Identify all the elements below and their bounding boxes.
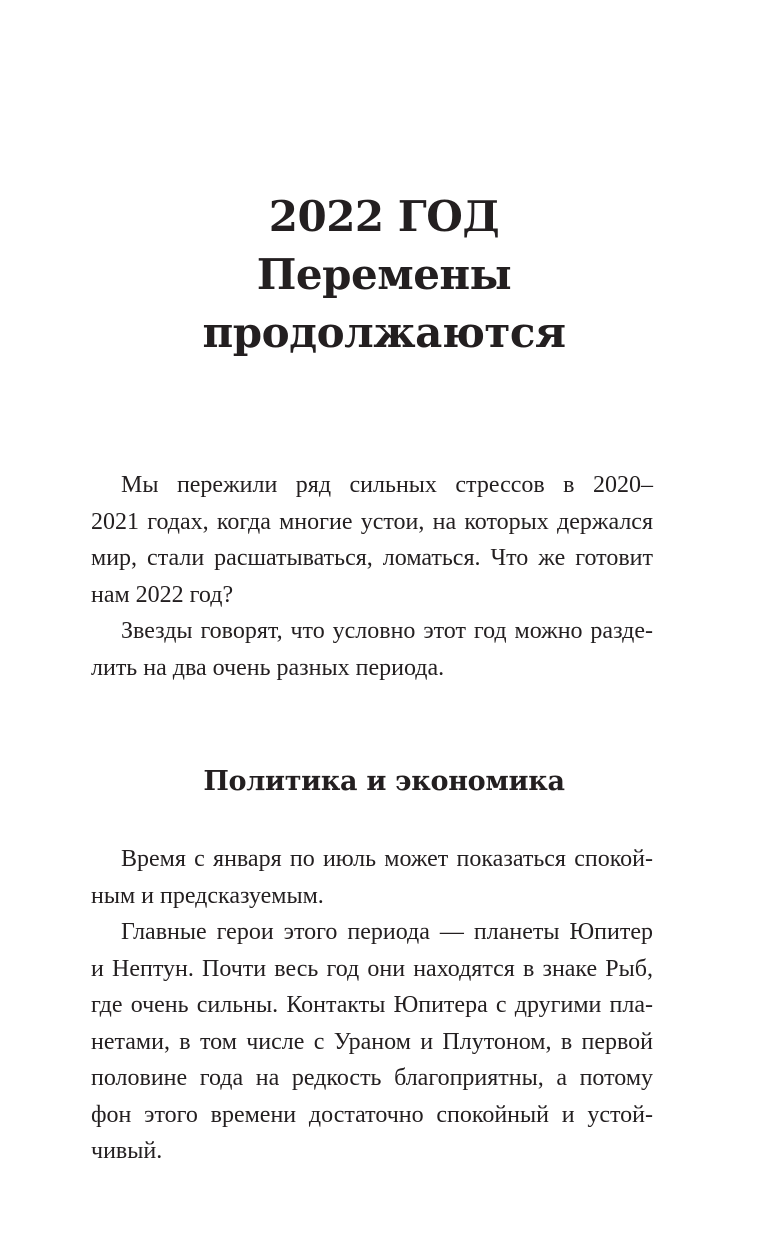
text-line: половине года на редкость благоприятны, а потому [91, 1065, 653, 1091]
text-line: фон этого времени достаточно спокойный и устой- [91, 1101, 653, 1128]
section-text [91, 841, 653, 1170]
text-line: ным и предсказуемым. [91, 882, 324, 909]
section-paragraph-1 [91, 841, 653, 914]
intro-paragraph-1 [91, 467, 653, 613]
text-line: нетами, в том числе с Ураном и Плутоном, в первой [91, 1028, 653, 1055]
text-line: Звезды говорят, что условно этот год можно разде- [121, 618, 653, 644]
chapter-title-line-2: Перемены [256, 250, 512, 299]
section-heading: Политика и экономика [203, 766, 565, 797]
section-paragraph-2 [91, 914, 653, 1170]
text-line: Мы пережили ряд сильных стрессов в 2020– [121, 472, 653, 498]
text-line: чивый. [91, 1138, 163, 1164]
intro-text [91, 467, 653, 686]
text-line: Главные герои этого периода — планеты Юпитер [121, 919, 653, 945]
intro-paragraph-2 [91, 613, 653, 686]
chapter-title-line-3: продолжаются [202, 308, 566, 357]
text-line: мир, стали расшатываться, ломаться. Что же готовит [91, 545, 653, 571]
text-line: Время с января по июль может показаться спокой- [121, 846, 653, 872]
text-line: и Нептун. Почти весь год они находятся в знаке Рыб, [91, 955, 653, 982]
text-line: лить на два очень разных периода. [91, 654, 445, 681]
text-line: нам 2022 год? [91, 581, 234, 608]
text-line: где очень сильны. Контакты Юпитера с другими пла- [91, 992, 653, 1018]
text-line: 2021 годах, когда многие устои, на которых держался [91, 508, 653, 535]
chapter-title [0, 188, 768, 362]
chapter-title-line-1: 2022 ГОД [268, 192, 500, 241]
